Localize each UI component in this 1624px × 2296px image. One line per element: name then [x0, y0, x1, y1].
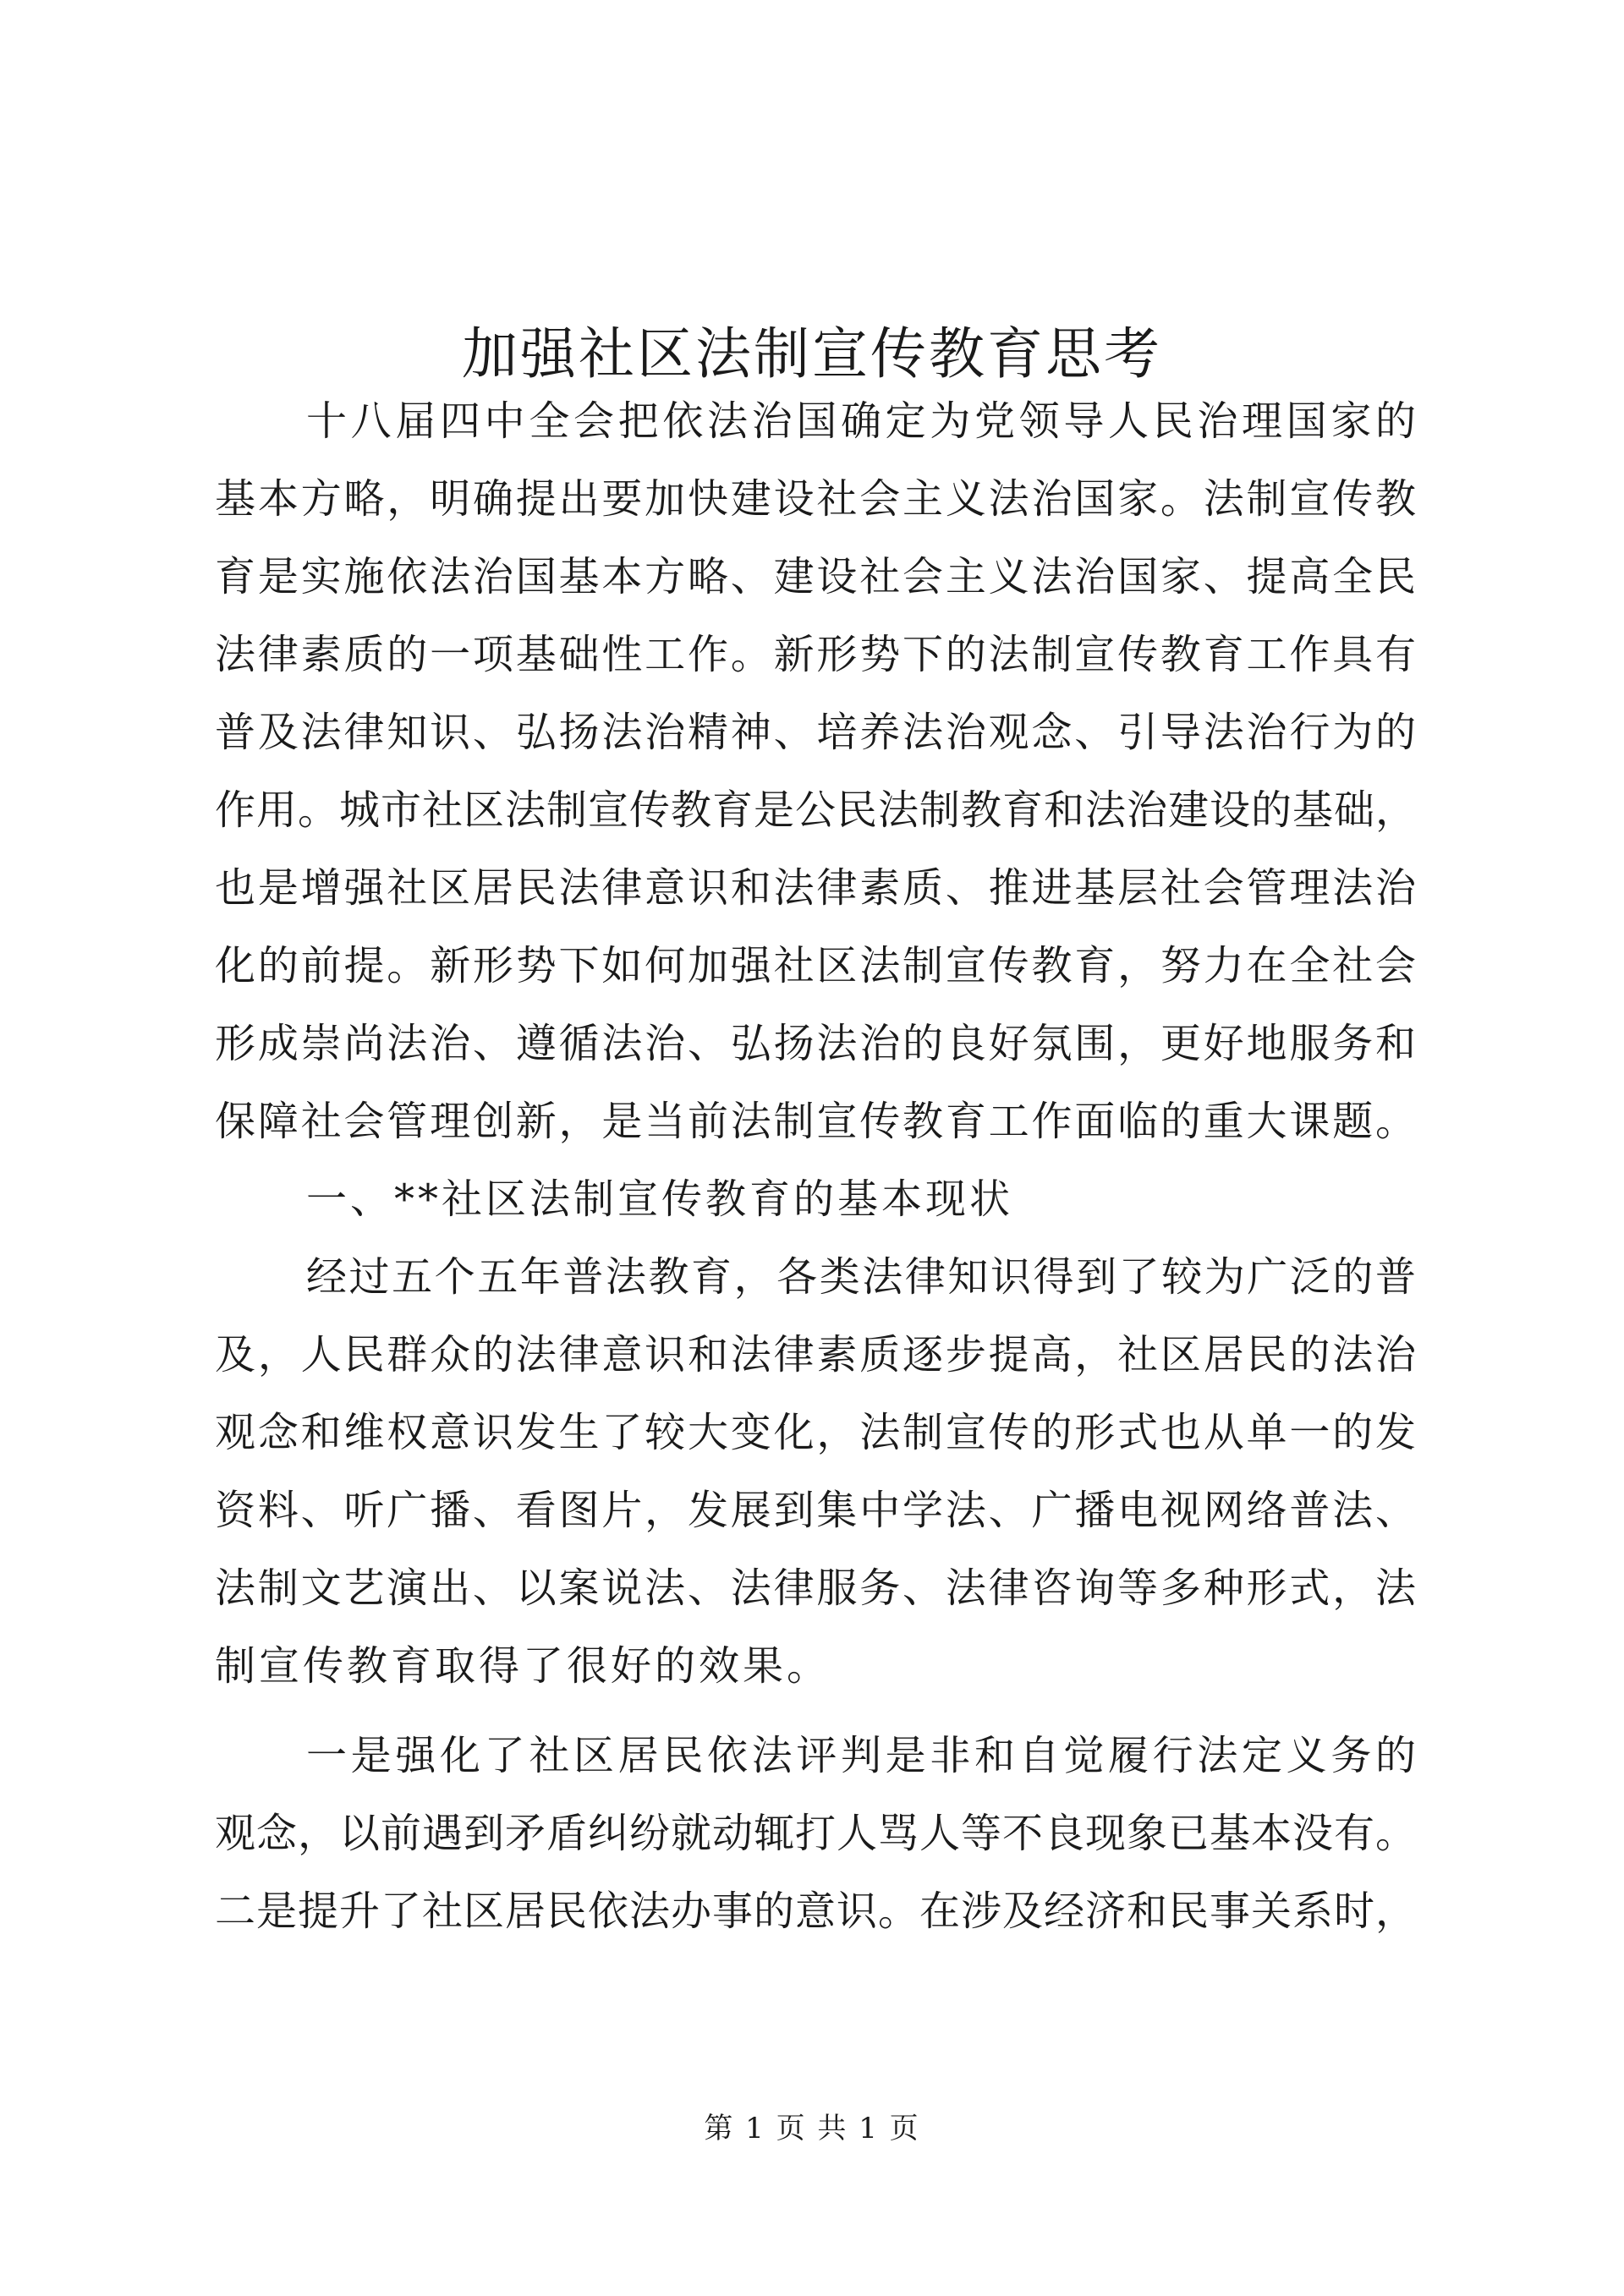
paragraph-line: 制宣传教育取得了很好的效果。 [215, 1642, 831, 1690]
paragraph-gap [215, 1705, 1416, 1717]
document-title: 加强社区法制宣传教育思考 [462, 321, 1162, 387]
paragraph-line: 也是增强社区居民法律意识和法律素质、推进基层社会管理法治 [215, 864, 1416, 912]
paragraph-line: 法制文艺演出、以案说法、法律服务、法律咨询等多种形式，法 [215, 1564, 1416, 1612]
paragraph-line: 经过五个五年普法教育，各类法律知识得到了较为广泛的普 [306, 1253, 1416, 1301]
page-number-footer: 第 1 页 共 1 页 [704, 2112, 920, 2145]
paragraph-line: 资料、听广播、看图片，发展到集中学法、广播电视网络普法、 [215, 1487, 1416, 1534]
paragraph-line: 法律素质的一项基础性工作。新形势下的法制宣传教育工作具有 [215, 631, 1416, 678]
paragraph-line: 保障社会管理创新，是当前法制宣传教育工作面临的重大课题。 [215, 1098, 1416, 1145]
paragraph-line: 观念和维权意识发生了较大变化，法制宣传的形式也从单一的发 [215, 1409, 1416, 1456]
paragraph-line: 及，人民群众的法律意识和法律素质逐步提高，社区居民的法治 [215, 1331, 1416, 1378]
paragraph-line: 形成崇尚法治、遵循法治、弘扬法治的良好氛围，更好地服务和 [215, 1020, 1416, 1067]
section-heading: 一、**社区法制宣传教育的基本现状 [306, 1175, 1014, 1223]
paragraph-line: 一是强化了社区居民依法评判是非和自觉履行法定义务的 [306, 1732, 1416, 1779]
document-body [215, 382, 1416, 1950]
paragraph-line: 育是实施依法治国基本方略、建设社会主义法治国家、提高全民 [215, 553, 1416, 600]
paragraph-line: 二是提升了社区居民依法办事的意识。在涉及经济和民事关系时， [215, 1888, 1416, 1935]
paragraph-line: 普及法律知识、弘扬法治精神、培养法治观念、引导法治行为的 [215, 709, 1416, 756]
paragraph-line: 化的前提。新形势下如何加强社区法制宣传教育，努力在全社会 [215, 942, 1416, 989]
paragraph-line: 基本方略，明确提出要加快建设社会主义法治国家。法制宣传教 [215, 475, 1416, 523]
paragraph-line: 观念，以前遇到矛盾纠纷就动辄打人骂人等不良现象已基本没有。 [215, 1810, 1416, 1857]
paragraph-line: 作用。城市社区法制宣传教育是公民法制教育和法治建设的基础， [215, 786, 1416, 834]
paragraph-line: 十八届四中全会把依法治国确定为党领导人民治理国家的 [306, 397, 1416, 445]
